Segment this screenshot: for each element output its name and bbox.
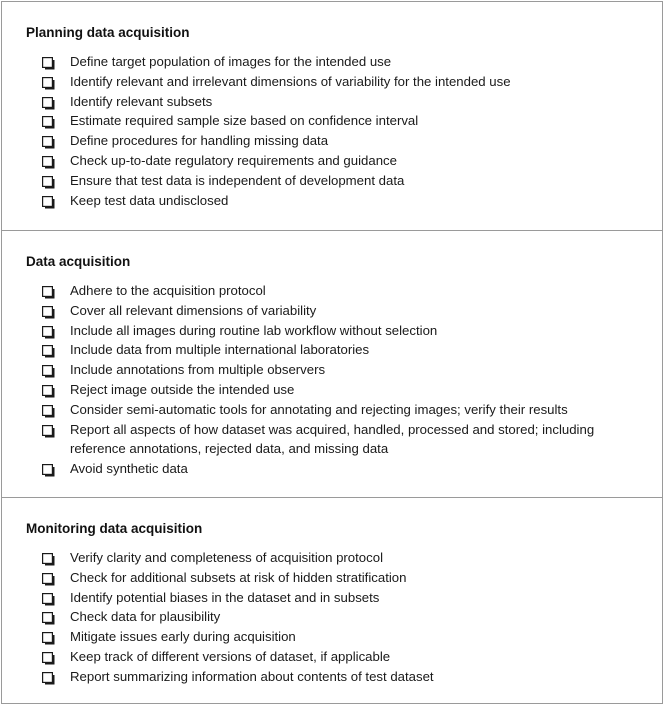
checklist-item — [26, 131, 662, 151]
checklist-item-text: Adhere to the acquisition protocol — [70, 283, 266, 298]
section-monitoring-data-acquisition — [2, 498, 662, 703]
checklist-item-text: Estimate required sample size based on confidence interval — [70, 113, 419, 129]
checkbox-icon — [42, 424, 55, 437]
checkbox-icon — [42, 76, 55, 89]
checkbox-icon — [42, 384, 55, 397]
checklist-item — [26, 607, 662, 627]
checklist-item — [26, 52, 662, 72]
checklist-item — [26, 171, 662, 191]
checklist-item — [26, 647, 662, 667]
checklist-item-text: Include data from multiple international laboratories — [70, 342, 370, 358]
checkbox-icon — [42, 305, 55, 318]
checklist — [26, 281, 662, 479]
checklist-item — [26, 151, 662, 171]
section-title: Monitoring data acquisition — [26, 521, 203, 536]
checklist-item-text: Ensure that test data is independent of development data — [70, 172, 405, 188]
checklist-item-text: Define procedures for handling missing data — [70, 133, 329, 149]
checklist-item — [26, 380, 662, 400]
checklist-document — [1, 1, 663, 704]
checklist-item-text: Keep track of different versions of dataset, if applicable — [70, 648, 391, 664]
checkbox-icon — [42, 115, 55, 128]
checklist-item-text: Define target population of images for the intended use — [70, 54, 392, 69]
checklist-item-text: Check for additional subsets at risk of hidden stratification — [70, 569, 407, 585]
checklist-item — [26, 548, 662, 568]
checklist-item-text: Include all images during routine lab workflow without selection — [70, 322, 438, 338]
checklist-item — [26, 111, 662, 131]
checklist-item — [26, 360, 662, 380]
checklist-item — [26, 301, 662, 321]
section-data-acquisition — [2, 231, 662, 498]
checkbox-icon — [42, 175, 55, 188]
section-title: Data acquisition — [26, 254, 131, 269]
checkbox-icon — [42, 671, 55, 684]
checklist-item-text: Report summarizing information about contents of test dataset — [70, 668, 434, 684]
checklist — [26, 52, 662, 210]
checkbox-icon — [42, 463, 55, 476]
checklist-item — [26, 340, 662, 360]
checklist-item — [26, 627, 662, 647]
checklist-item-text: Check data for plausibility — [70, 609, 221, 625]
checklist — [26, 548, 662, 687]
checklist-item — [26, 321, 662, 341]
checklist-item-text: Keep test data undisclosed — [70, 192, 229, 208]
checklist-item-text: Avoid synthetic data — [70, 461, 188, 477]
checklist-item — [26, 588, 662, 608]
checklist-item-text: Identify potential biases in the dataset and in subsets — [70, 589, 380, 605]
checklist-item — [26, 420, 662, 460]
checkbox-icon — [42, 325, 55, 338]
checklist-item-text: Check up-to-date regulatory requirements and guidance — [70, 152, 397, 168]
checklist-item-text: Identify relevant and irrelevant dimensions of variability for the intended use — [70, 73, 511, 89]
checklist-item-text: Mitigate issues early during acquisition — [70, 629, 296, 645]
checklist-item — [26, 72, 662, 92]
checkbox-icon — [42, 56, 55, 69]
checklist-item — [26, 92, 662, 112]
checkbox-icon — [42, 195, 55, 208]
section-planning-data-acquisition — [2, 2, 662, 231]
checklist-item — [26, 459, 662, 479]
checkbox-icon — [42, 651, 55, 664]
checkbox-icon — [42, 631, 55, 644]
checkbox-icon — [42, 572, 55, 585]
checklist-item-text: Identify relevant subsets — [70, 93, 213, 109]
checklist-item-text: Reject image outside the intended use — [70, 381, 295, 397]
checkbox-icon — [42, 135, 55, 148]
checkbox-icon — [42, 592, 55, 605]
checklist-item — [26, 568, 662, 588]
checklist-item — [26, 191, 662, 211]
checkbox-icon — [42, 552, 55, 565]
checklist-item — [26, 281, 662, 301]
checklist-item — [26, 667, 662, 687]
checklist-item — [26, 400, 662, 420]
checkbox-icon — [42, 285, 55, 298]
checkbox-icon — [42, 364, 55, 377]
checklist-item-text: Consider semi-automatic tools for annotating and rejecting images; verify their results — [70, 401, 568, 417]
section-title: Planning data acquisition — [26, 25, 190, 40]
checkbox-icon — [42, 344, 55, 357]
checkbox-icon — [42, 155, 55, 168]
checklist-item-text: Report all aspects of how dataset was acquired, handled, processed and stored; including reference annotations, rejected data, and missing data — [70, 421, 595, 457]
checkbox-icon — [42, 96, 55, 109]
checklist-item-text: Cover all relevant dimensions of variability — [70, 302, 317, 318]
checkbox-icon — [42, 404, 55, 417]
checklist-item-text: Verify clarity and completeness of acquisition protocol — [70, 550, 383, 565]
checklist-item-text: Include annotations from multiple observers — [70, 362, 326, 378]
checkbox-icon — [42, 611, 55, 624]
